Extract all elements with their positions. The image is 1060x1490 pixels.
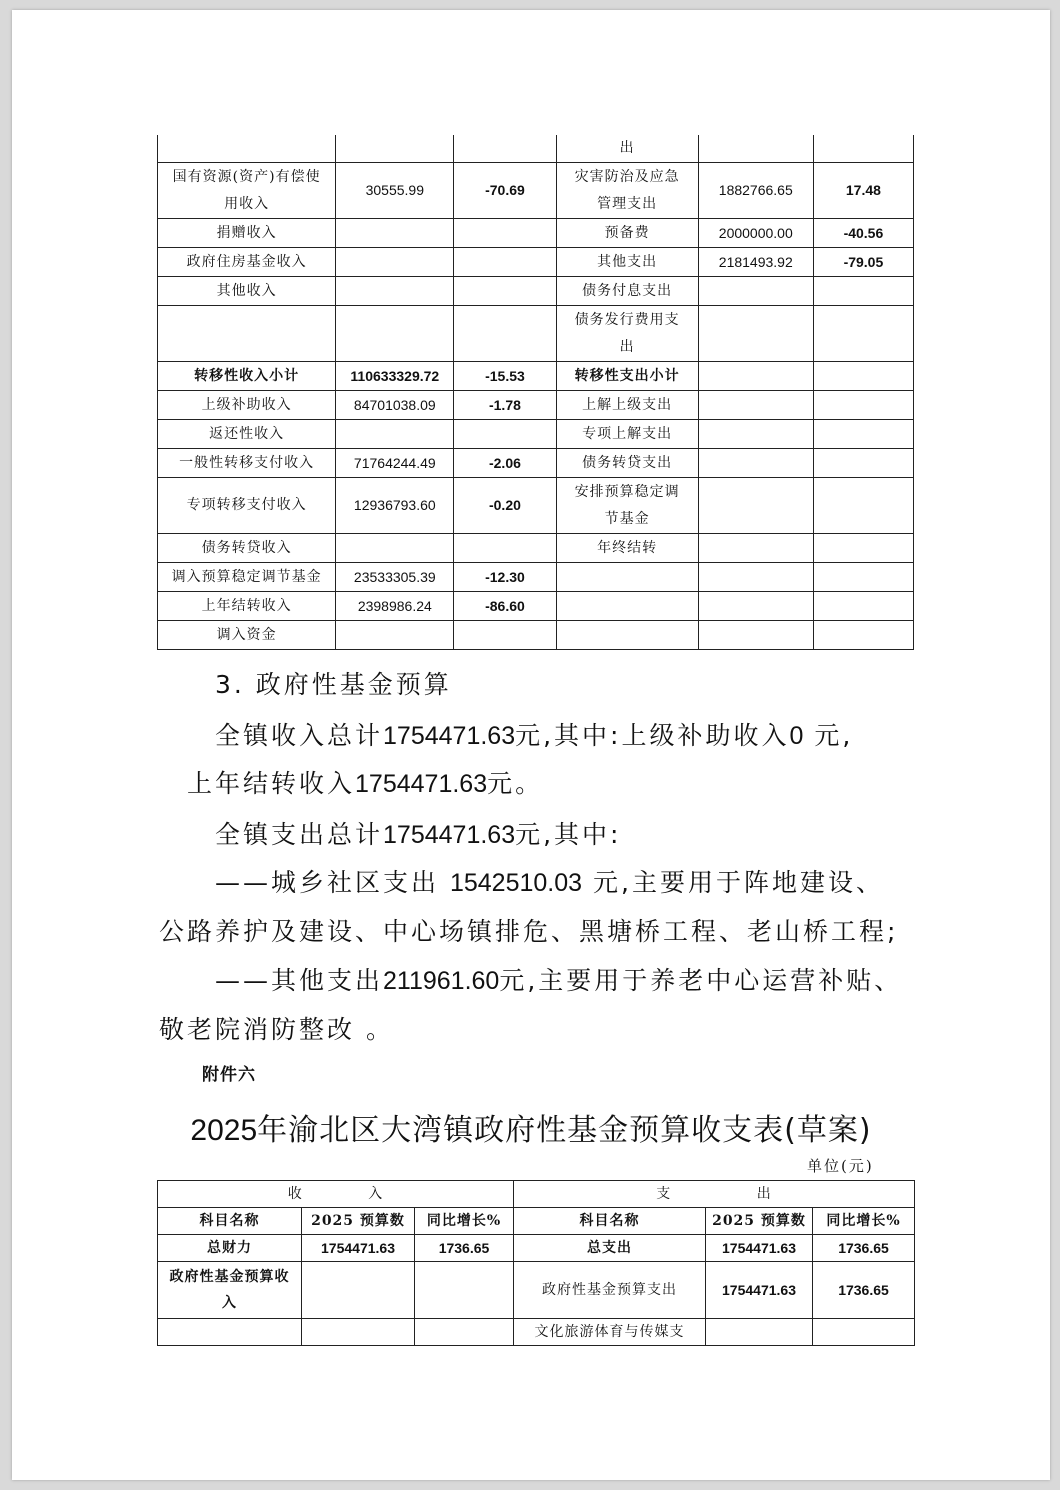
table-row (158, 277, 914, 306)
table-cell (336, 277, 454, 306)
table-cell: -40.56 (813, 219, 913, 248)
income-header: 收 入 (158, 1181, 514, 1208)
table-cell: 政府住房基金收入 (158, 248, 336, 277)
table-cell (698, 563, 813, 592)
table-cell (336, 306, 454, 362)
cell (415, 1319, 514, 1346)
table-cell (336, 534, 454, 563)
table-cell (336, 248, 454, 277)
government-fund-budget-table (157, 1180, 915, 1346)
table-cell (454, 277, 556, 306)
other-expense-line1: ——其他支出211961.60元,主要用于养老中心运营补贴、 (215, 966, 903, 995)
cell: 1736.65 (813, 1262, 915, 1319)
income-summary-line1: 全镇收入总计1754471.63元,其中:上级补助收入0 元, (215, 721, 854, 750)
table-row (158, 449, 914, 478)
table-row (158, 391, 914, 420)
table-row (158, 1262, 915, 1319)
table-cell: -0.20 (454, 478, 556, 534)
table-cell (698, 306, 813, 362)
urban-rural-expense-line1: ——城乡社区支出 1542510.03 元,主要用于阵地建设、 (215, 868, 884, 897)
table-cell (454, 306, 556, 362)
table-cell (698, 420, 813, 449)
budget-table-continued (157, 135, 914, 650)
table-cell: -2.06 (454, 449, 556, 478)
table-cell (454, 135, 556, 163)
table-cell (336, 135, 454, 163)
table-row (158, 306, 914, 362)
table-cell (336, 219, 454, 248)
table-cell: 出 (556, 135, 698, 163)
cell: 1754471.63 (706, 1262, 813, 1319)
table-cell: 一般性转移支付收入 (158, 449, 336, 478)
table-row (158, 534, 914, 563)
table-cell: 上解上级支出 (556, 391, 698, 420)
table-cell: 专项上解支出 (556, 420, 698, 449)
table-cell (454, 420, 556, 449)
table-cell: 灾害防治及应急管理支出 (556, 163, 698, 219)
col-budget-income: 2025 预算数 (302, 1208, 415, 1235)
table-cell: 23533305.39 (336, 563, 454, 592)
table-cell (813, 135, 913, 163)
table-cell: -70.69 (454, 163, 556, 219)
table-cell: 84701038.09 (336, 391, 454, 420)
cell: 1754471.63 (302, 1235, 415, 1262)
table-cell (813, 621, 913, 650)
table-cell: 调入预算稳定调节基金 (158, 563, 336, 592)
expense-summary: 全镇支出总计1754471.63元,其中: (215, 820, 622, 849)
attachment-label: 附件六 (202, 1065, 256, 1085)
table-cell (556, 592, 698, 621)
table-cell (698, 478, 813, 534)
table-cell: 年终结转 (556, 534, 698, 563)
cell (302, 1262, 415, 1319)
table-cell (454, 621, 556, 650)
table-cell: 债务转贷收入 (158, 534, 336, 563)
table-row (158, 592, 914, 621)
table-row (158, 135, 914, 163)
table-row (158, 478, 914, 534)
section-heading: 3. 政府性基金预算 (215, 670, 452, 699)
expense-header: 支 出 (514, 1181, 915, 1208)
cell: 1754471.63 (706, 1235, 813, 1262)
table-cell: 2000000.00 (698, 219, 813, 248)
table-cell: 上级补助收入 (158, 391, 336, 420)
table-cell: 国有资源(资产)有偿使用收入 (158, 163, 336, 219)
income-summary-line2: 上年结转收入1754471.63元。 (187, 769, 544, 798)
table-cell (698, 277, 813, 306)
table-cell: 其他支出 (556, 248, 698, 277)
table-cell: 上年结转收入 (158, 592, 336, 621)
table-cell (454, 219, 556, 248)
table-row (158, 1235, 915, 1262)
table-cell: 预备费 (556, 219, 698, 248)
cell: 政府性基金预算支出 (514, 1262, 706, 1319)
table-row (158, 1319, 915, 1346)
cell (302, 1319, 415, 1346)
table-cell: 调入资金 (158, 621, 336, 650)
table-cell (556, 563, 698, 592)
table-row (158, 362, 914, 391)
table-cell: 债务发行费用支出 (556, 306, 698, 362)
table-cell: 安排预算稳定调节基金 (556, 478, 698, 534)
table-cell: -79.05 (813, 248, 913, 277)
col-name-income: 科目名称 (158, 1208, 302, 1235)
table-cell (813, 391, 913, 420)
table-cell (336, 420, 454, 449)
table-cell: 专项转移支付收入 (158, 478, 336, 534)
table-cell (158, 135, 336, 163)
table-cell: 转移性收入小计 (158, 362, 336, 391)
table-cell (813, 563, 913, 592)
table-row (158, 163, 914, 219)
cell: 文化旅游体育与传媒支 (514, 1319, 706, 1346)
table-cell (698, 391, 813, 420)
cell: 1736.65 (415, 1235, 514, 1262)
table-cell: 110633329.72 (336, 362, 454, 391)
table-cell (556, 621, 698, 650)
table-cell: -15.53 (454, 362, 556, 391)
table-cell: 返还性收入 (158, 420, 336, 449)
table-cell (813, 420, 913, 449)
col-name-expense: 科目名称 (514, 1208, 706, 1235)
table-cell (698, 135, 813, 163)
table-cell (454, 248, 556, 277)
table-cell (813, 478, 913, 534)
table-cell (698, 592, 813, 621)
table-cell (454, 534, 556, 563)
cell: 政府性基金预算收入 (158, 1262, 302, 1319)
col-budget-expense: 2025 预算数 (706, 1208, 813, 1235)
urban-rural-expense-line2: 公路养护及建设、中心场镇排危、黑塘桥工程、老山桥工程; (159, 917, 899, 946)
table-cell: 捐赠收入 (158, 219, 336, 248)
cell: 总支出 (514, 1235, 706, 1262)
table-cell (813, 449, 913, 478)
table-cell (698, 449, 813, 478)
document-page (12, 10, 1050, 1480)
table-cell: 12936793.60 (336, 478, 454, 534)
table-cell: -1.78 (454, 391, 556, 420)
unit-label: 单位(元) (807, 1157, 874, 1175)
table-row (158, 248, 914, 277)
table-cell (158, 306, 336, 362)
cell: 总财力 (158, 1235, 302, 1262)
table-cell: 71764244.49 (336, 449, 454, 478)
table-row (158, 219, 914, 248)
table2-title: 2025年渝北区大湾镇政府性基金预算收支表(草案) (190, 1113, 872, 1148)
table-cell (813, 362, 913, 391)
col-growth-income: 同比增长% (415, 1208, 514, 1235)
col-growth-expense: 同比增长% (813, 1208, 915, 1235)
table-cell: 17.48 (813, 163, 913, 219)
table-cell (813, 592, 913, 621)
cell (813, 1319, 915, 1346)
cell (158, 1319, 302, 1346)
table-cell: 2181493.92 (698, 248, 813, 277)
table-cell (336, 621, 454, 650)
cell (415, 1262, 514, 1319)
table-cell (698, 534, 813, 563)
table-cell (698, 362, 813, 391)
table-row (158, 420, 914, 449)
table-cell: 债务付息支出 (556, 277, 698, 306)
cell (706, 1319, 813, 1346)
table-cell: 债务转贷支出 (556, 449, 698, 478)
table-cell: -86.60 (454, 592, 556, 621)
table-cell (813, 306, 913, 362)
table-row (158, 621, 914, 650)
table-cell: -12.30 (454, 563, 556, 592)
other-expense-line2: 敬老院消防整改 。 (159, 1015, 394, 1044)
table-cell: 2398986.24 (336, 592, 454, 621)
table-cell: 转移性支出小计 (556, 362, 698, 391)
cell: 1736.65 (813, 1235, 915, 1262)
table-cell: 1882766.65 (698, 163, 813, 219)
table-cell (698, 621, 813, 650)
table-cell: 30555.99 (336, 163, 454, 219)
table-cell: 其他收入 (158, 277, 336, 306)
table-cell (813, 534, 913, 563)
table-row (158, 563, 914, 592)
table-cell (813, 277, 913, 306)
